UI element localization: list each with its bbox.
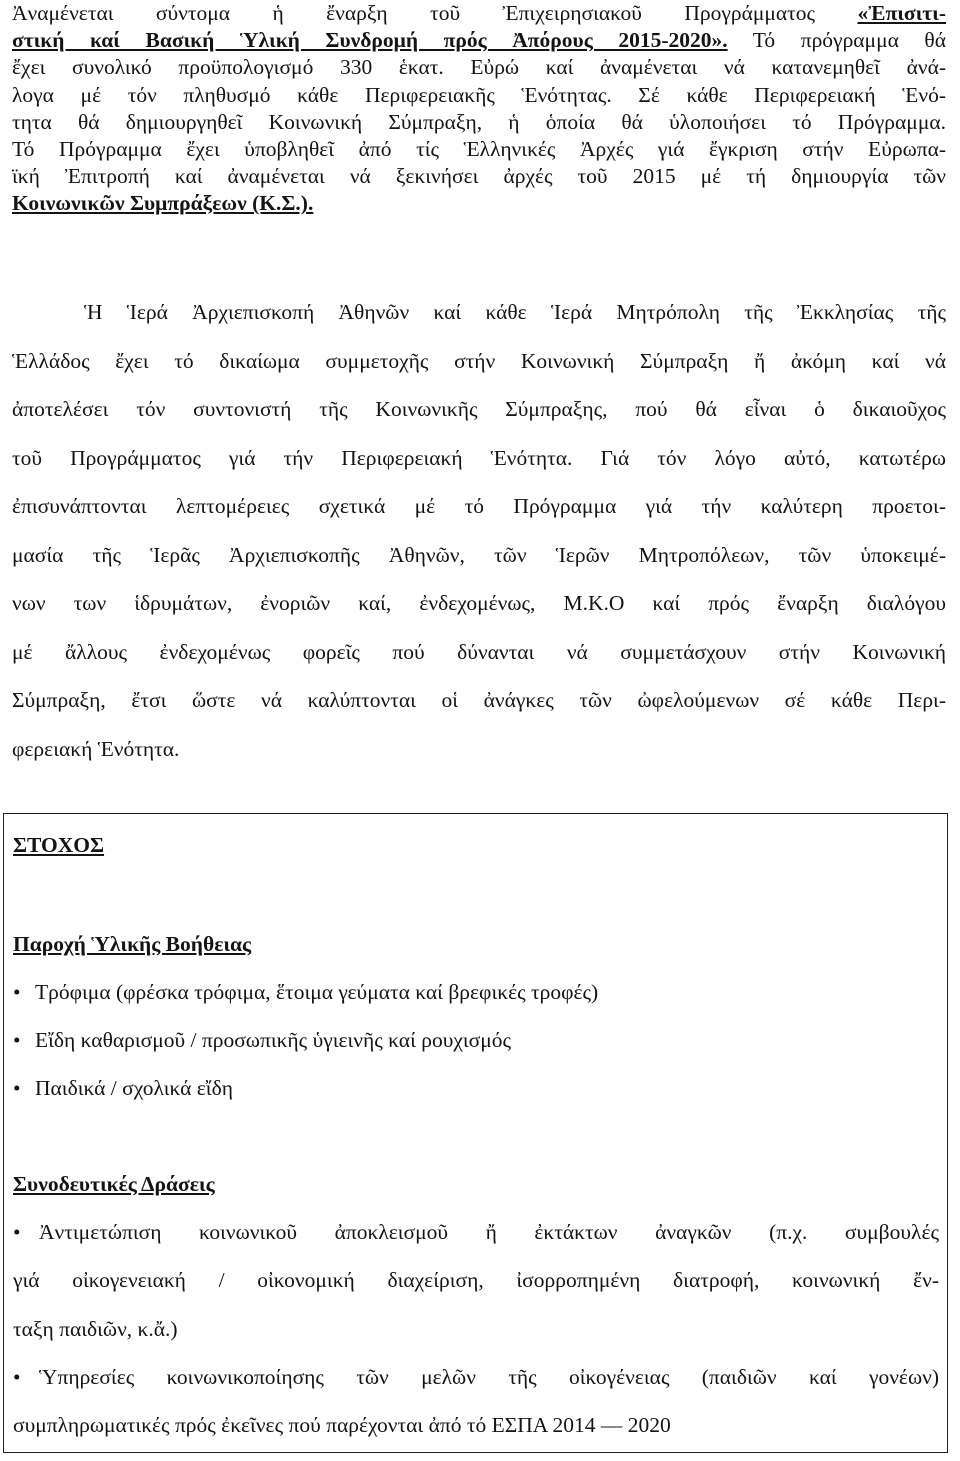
- goal-box: [3, 813, 948, 1453]
- body-line-8: μέ ἄλλους ἐνδεχομένως φορεῖς πού δύνανται νά συμμετάσχουν στήν Κοινωνική: [12, 639, 946, 664]
- body-line-7: νων των ἱδρυμάτων, ἐνοριῶν καί, ἐνδεχομένως, Μ.Κ.Ο καί πρός ἔναρξη διαλόγου: [12, 591, 946, 615]
- intro-line-4: λογα μέ τόν πληθυσμό κάθε Περιφερειακῆς Ἑνότητας. Σέ κάθε Περιφερειακή Ἑνό-: [12, 82, 946, 107]
- bullet-icon: •: [13, 1220, 21, 1244]
- bullet-icon: •: [13, 1028, 21, 1052]
- intro-line-8: Κοινωνικῶν Συμπράξεων (Κ.Σ.).: [12, 191, 314, 216]
- intro-paragraph: [12, 0, 946, 218]
- body-line-6: μασία τῆς Ἱερᾶς Ἀρχιεπισκοπῆς Ἀθηνῶν, τῶν Ἱερῶν Μητροπόλεων, τῶν ὑποκειμέ-: [12, 542, 946, 567]
- intro-line-7: ϊκή Ἐπιτροπή καί ἀναμένεται νά ξεκινήσει ἀρχές τοῦ 2015 μέ τή δημιουργία τῶν: [12, 164, 946, 189]
- intro-line-2: στική καί Βασική Ὑλική Συνδρομή πρός Ἀπόρους 2015-2020». Τό πρόγραμμα θά: [12, 28, 946, 53]
- accompanying-actions-heading: Συνοδευτικές Δράσεις: [13, 1172, 215, 1196]
- intro-line-5: τητα θά δημιουργηθεῖ Κοινωνική Σύμπραξη, ἡ ὁποία θά ὑλοποιήσει τό Πρόγραμμα.: [12, 109, 946, 134]
- body-line-1: Ἡ Ἱερά Ἀρχιεπισκοπή Ἀθηνῶν καί κάθε Ἱερά Μητρόπολη τῆς Ἐκκλησίας τῆς: [84, 300, 946, 324]
- list-item: • Παιδικά / σχολικά εἴδη: [13, 1076, 233, 1100]
- intro-line-6: Τό Πρόγραμμα ἔχει ὑποβληθεῖ ἀπό τίς Ἑλληνικές Ἀρχές γιά ἔγκριση στήν Εὐρωπα-: [12, 136, 946, 161]
- material-aid-heading: Παροχή Ὑλικῆς Βοήθειας: [13, 932, 252, 956]
- intro-line-3: ἔχει συνολικό προϋπολογισμό 330 ἑκατ. Εὐρώ καί ἀναμένεται νά κατανεμηθεῖ ἀνά-: [12, 55, 946, 80]
- goal-title: ΣΤΟΧΟΣ: [13, 833, 105, 857]
- bullet-icon: •: [13, 1076, 21, 1100]
- body-line-5: ἐπισυνάπτονται λεπτομέρειες σχετικά μέ τό Πρόγραμμα γιά τήν καλύτερη προετοι-: [12, 494, 946, 518]
- intro-line-1: Ἀναμένεται σύντομα ἡ ἔναρξη τοῦ Ἐπιχειρησιακοῦ Προγράμματος «Ἐπισιτι-: [12, 1, 946, 25]
- list-item-continuation: γιά οἰκογενειακή / οἰκονομική διαχείριση, ἰσορροπημένη διατροφή, κοινωνική ἔν-: [13, 1268, 939, 1292]
- body-line-2: Ἑλλάδος ἔχει τό δικαίωμα συμμετοχῆς στήν Κοινωνική Σύμπραξη ἤ ἀκόμη καί νά: [12, 348, 946, 373]
- body-line-10: φερειακή Ἑνότητα.: [12, 736, 180, 761]
- body-line-4: τοῦ Προγράμματος γιά τήν Περιφερειακή Ἑνότητα. Γιά τόν λόγο αὐτό, κατωτέρω: [12, 445, 946, 470]
- list-item: • Τρόφιμα (φρέσκα τρόφιμα, ἕτοιμα γεύματα καί βρεφικές τροφές): [13, 980, 599, 1004]
- list-item: • Ἀντιμετώπιση κοινωνικοῦ ἀποκλεισμοῦ ἤ ἐκτάκτων ἀναγκῶν (π.χ. συμβουλές: [13, 1220, 939, 1244]
- list-item-continuation: συμπληρωματικές πρός ἐκεῖνες πού παρέχονται ἀπό τό ΕΣΠΑ 2014 — 2020: [13, 1413, 671, 1437]
- list-item: • Ὑπηρεσίες κοινωνικοποίησης τῶν μελῶν τῆς οἰκογένειας (παιδιῶν καί γονέων): [13, 1365, 939, 1389]
- body-line-9: Σύμπραξη, ἔτσι ὥστε νά καλύπτονται οἱ ἀνάγκες τῶν ὠφελούμενων σέ κάθε Περι-: [12, 688, 946, 712]
- bullet-icon: •: [13, 1365, 21, 1389]
- body-line-3: ἀποτελέσει τόν συντονιστή τῆς Κοινωνικῆς Σύμπραξης, πού θά εἶναι ὁ δικαιοῦχος: [12, 397, 946, 421]
- bullet-icon: •: [13, 980, 21, 1004]
- list-item: • Εἴδη καθαρισμοῦ / προσωπικῆς ὑγιεινῆς καί ρουχισμός: [13, 1028, 512, 1052]
- body-paragraph: [12, 288, 946, 773]
- list-item-continuation: ταξη παιδιῶν, κ.ἄ.): [13, 1317, 178, 1341]
